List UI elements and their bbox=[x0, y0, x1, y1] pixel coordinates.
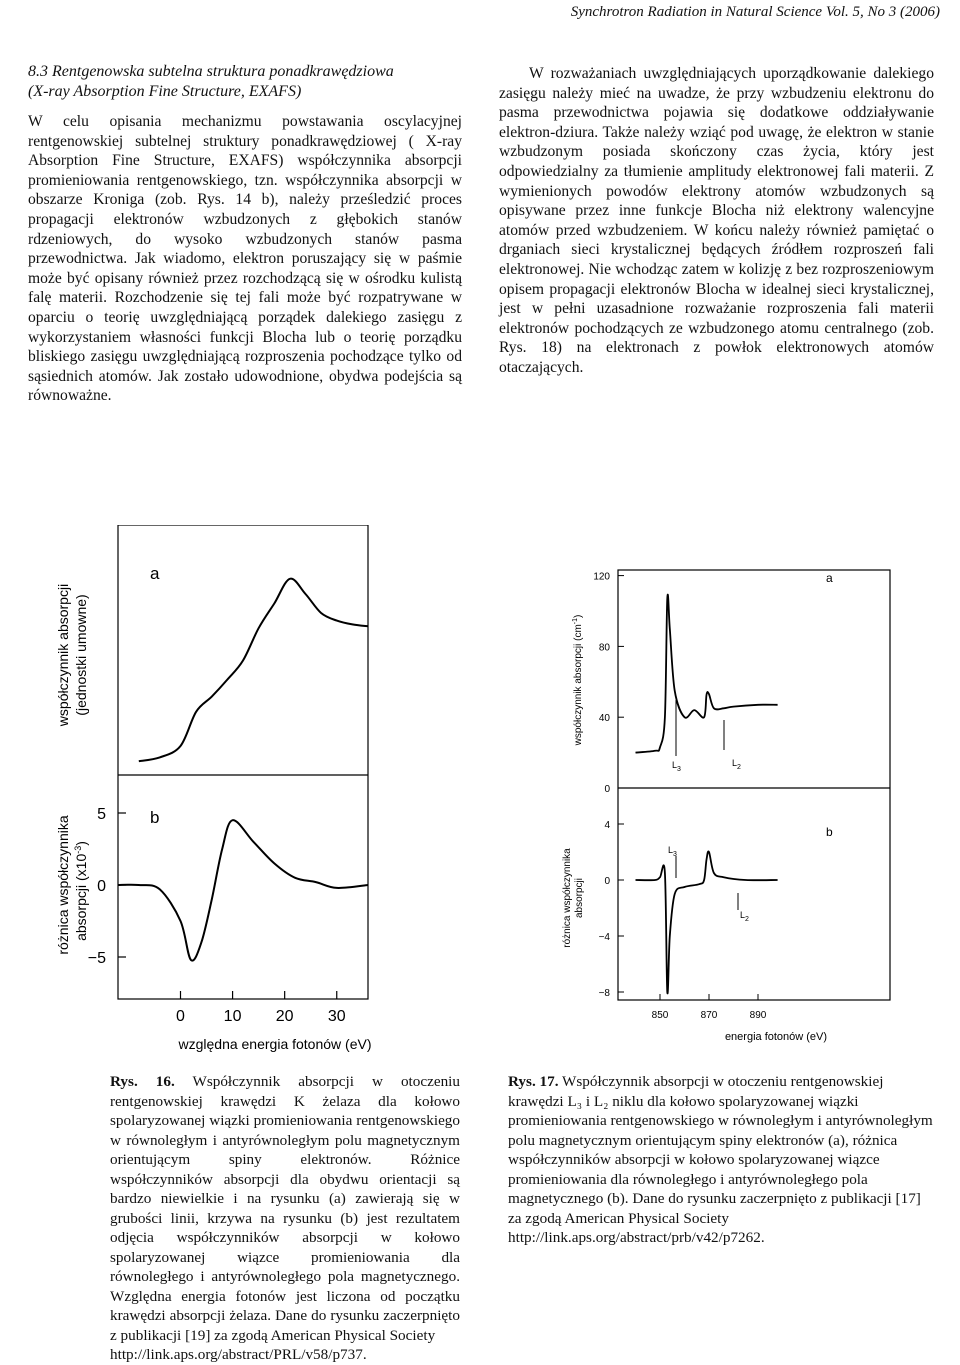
fig17b-point-15 bbox=[777, 879, 778, 880]
fig16-panel-a-label: a bbox=[150, 564, 160, 583]
fig17b-point-10 bbox=[706, 858, 707, 859]
fig16a-point-12 bbox=[336, 620, 337, 621]
fig17a-ytick-label-0: 120 bbox=[593, 571, 610, 583]
section-title-line2: (X-ray Absorption Fine Structure, EXAFS) bbox=[28, 83, 302, 100]
fig17a-point-5 bbox=[669, 628, 670, 629]
caption-16-url[interactable]: http://link.aps.org/abstract/PRL/v58/p737. bbox=[110, 1346, 367, 1363]
fig16b-difference-curve bbox=[118, 820, 368, 960]
fig17b-point-12 bbox=[713, 872, 714, 873]
fig16a-point-1 bbox=[159, 757, 160, 758]
fig17b-point-5 bbox=[669, 935, 670, 936]
fig17b-point-9 bbox=[704, 879, 705, 880]
fig17b-L2-label bbox=[740, 910, 749, 923]
left-column bbox=[28, 62, 462, 406]
fig16b-point-5 bbox=[201, 942, 202, 943]
fig16b-point-14 bbox=[367, 884, 368, 885]
fig17b-point-11 bbox=[708, 851, 709, 852]
fig17b-point-0 bbox=[635, 879, 636, 880]
fig16a-point-4 bbox=[211, 696, 212, 697]
fig16b-point-10 bbox=[274, 863, 275, 864]
fig16b-point-6 bbox=[211, 899, 212, 900]
fig16-ylabel-a-line2: (jednostki umowne) bbox=[73, 594, 89, 716]
fig17a-point-6 bbox=[674, 690, 675, 691]
fig17-xlabel: energia fotonów (eV) bbox=[724, 1031, 828, 1043]
fig16b-point-0 bbox=[117, 884, 118, 885]
fig17-xtick-label-0: 850 bbox=[651, 1010, 669, 1021]
fig17a-point-8 bbox=[694, 710, 695, 711]
fig17-xtick-label-1: 870 bbox=[700, 1010, 718, 1021]
fig17b-point-3 bbox=[664, 872, 665, 873]
journal-header: Synchrotron Radiation in Natural Science Vol. 5, No 3 (2006) bbox=[570, 4, 940, 20]
fig17-ylabel-b-line2: absorpcji bbox=[574, 877, 585, 919]
caption-rys-16 bbox=[110, 1072, 460, 1365]
fig16b-point-3 bbox=[180, 920, 181, 921]
fig17b-L3-letter: L bbox=[668, 845, 674, 855]
fig17-xtick-label-2: 890 bbox=[749, 1010, 767, 1021]
fig17-ylabel-a bbox=[572, 615, 584, 747]
fig16a-point-13 bbox=[352, 624, 353, 625]
fig16a-point-5 bbox=[227, 679, 228, 680]
fig17b-point-8 bbox=[699, 884, 700, 885]
fig17a-point-15 bbox=[757, 704, 758, 705]
fig17a-ytick-label-2: 40 bbox=[598, 713, 610, 725]
fig17-panel-b-label: b bbox=[826, 825, 833, 839]
fig16a-point-2 bbox=[180, 745, 181, 746]
fig17-ylabel-a-main: współczynnik absorpcji (cm bbox=[573, 624, 584, 746]
fig17b-point-1 bbox=[655, 879, 656, 880]
fig17a-point-10 bbox=[706, 694, 707, 695]
fig17a-L3-label bbox=[672, 760, 681, 773]
fig16a-point-8 bbox=[274, 603, 275, 604]
fig17b-ytick-label-0: 4 bbox=[604, 820, 610, 831]
fig16-ylabel-b-line1: różnica współczynnika bbox=[55, 815, 71, 955]
fig16b-point-13 bbox=[336, 887, 337, 888]
fig16b-point-9 bbox=[253, 841, 254, 842]
fig17a-point-4 bbox=[667, 598, 668, 599]
fig17b-point-7 bbox=[684, 886, 685, 887]
right-paragraph: W rozważaniach uwzględniających uporządkowanie dalekiego zasięgu należy mieć na uwadze, że przy wzbudzeniu elektronu do pasma przewodnictwa pojawia się dodatkowe oddziaływanie elektron-dziura. Także należy wziąć pod uwagę, że elektron w stanie wzbudzonym posiada skończony czas życia, który jest odpowiedzialny za tłumienie amplitudy elektronowej fali materii. Z wymienionych powodów elektrony atomów wzbudzonych są opisywane przez inne funkcje Blocha niż elektrony walencyjne atomów przed wzbudzeniem. W końcu należy również pamiętać o drganiach sieci krystalicznej będących źródłem rozproszeń fali elektronowej. Nie wchodząc zatem w kolizję z bez rozproszeniowym opisem propagacji elektronów Blocha w idealnej sieci krystalicznej, jest w pełni uzasadnione rozważanie rozproszenia fali materii elektronów pochodzących ze wzbudzonego atomu centralnego (zob. Rys. 18) na elektronach z powłok elektronowych atomów otaczających. bbox=[499, 65, 934, 376]
fig17a-point-13 bbox=[723, 708, 724, 709]
fig16a-point-3 bbox=[196, 711, 197, 712]
fig16-ytick-label-1: 0 bbox=[97, 878, 106, 895]
fig16-panel-b-label: b bbox=[150, 808, 160, 827]
fig16a-point-9 bbox=[289, 578, 290, 579]
fig17-ylabel-b-line1: różnica współczynnika bbox=[562, 848, 573, 948]
fig17a-point-9 bbox=[704, 717, 705, 718]
fig16b-point-8 bbox=[232, 820, 233, 821]
fig17a-L2-label bbox=[732, 758, 741, 771]
caption-17-text: Współczynnik absorpcji w otoczeniu rentgenowskiej krawędzi L₃ i L₂ niklu dla kołowo spolaryzowanej wiązki promieniowania rentgenowskiego w równoległym i antyrównoległym polu magnetycznym orientującym spiny elektronów (a), różnica współczynników absorpcji w kołowo spolaryzowanej wiązce promieniowania dla równoległego i antyrównoległego pola magnetycznego (b). Dane do rysunku zaczerpnięto z publikacji [17] za zgodą American Physical Society bbox=[508, 1073, 933, 1227]
fig16-ylabel-b-sup: -3 bbox=[73, 845, 83, 854]
fig16-ylabel-b-line2 bbox=[73, 841, 89, 941]
fig16-ylabel-a-line1: współczynnik absorpcji bbox=[55, 583, 71, 727]
fig17b-point-2 bbox=[659, 877, 660, 878]
fig16a-point-14 bbox=[367, 626, 368, 627]
fig16b-point-2 bbox=[159, 889, 160, 890]
fig17a-point-11 bbox=[708, 694, 709, 695]
fig17b-L2-letter: L bbox=[740, 910, 746, 920]
fig17a-ytick-label-3: 0 bbox=[604, 784, 610, 795]
fig17a-point-1 bbox=[655, 750, 656, 751]
fig17b-ytick-label-1: 0 bbox=[604, 876, 610, 887]
fig17a-L2-letter: L bbox=[732, 758, 738, 768]
fig16-ylabel-b-main: absorpcji (x10 bbox=[73, 853, 89, 941]
fig17a-L3-sub: 3 bbox=[677, 766, 681, 773]
fig16-xlabel: względna energia fotonów (eV) bbox=[178, 1036, 372, 1052]
fig17b-point-13 bbox=[723, 877, 724, 878]
fig16-xtick-label-1: 10 bbox=[223, 1008, 242, 1025]
fig17b-point-14 bbox=[745, 879, 746, 880]
fig17b-ytick-label-2: −4 bbox=[598, 932, 610, 943]
left-paragraph: W celu opisania mechanizmu powstawania oscylacyjnej rentgenowskiej subtelnej struktury ponadkrawędziowej ( X-ray Absorption Fine Structure, EXAFS) współczynnika absorpcji promieniowania rentgenowskiego, tzn. współczynnika absorpcji w obszarze Kroniga (zob. Rys. 14 b), należy prześledzić proces propagacji elektronów wzbudzonych z głębokich stanów rdzeniowych, do wysoko wzbudzonych stanów pasma przewodnictwa. Jak wiadomo, elektron poruszający się w paśmie może być opisany również przez rozchodzącą się w ośrodku kulistą falę materii. Rozchodzenie się tej fali może być rozpatrywane w oparciu o teorię uwzględniającą porządek dalekiego zasięgu z wykorzystaniem własności funkcji Blocha lub o teorię porządku bliskiego zasięgu uwzględniającą rozproszenia pochodzące tylko od sąsiednich atomów. Jak zostało udowodnione, obydwa podejścia są równoważne. bbox=[28, 113, 462, 405]
fig16-xtick-label-0: 0 bbox=[176, 1008, 185, 1025]
caption-16-label: Rys. 16. bbox=[110, 1073, 175, 1090]
fig16-xtick-label-3: 30 bbox=[327, 1008, 346, 1025]
fig16a-absorption-curve bbox=[139, 579, 368, 762]
fig17a-point-3 bbox=[664, 717, 665, 718]
fig17a-point-12 bbox=[713, 708, 714, 709]
fig16a-point-11 bbox=[321, 612, 322, 613]
fig17a-point-2 bbox=[659, 747, 660, 748]
fig17-ylabel-a-sup: -1 bbox=[572, 617, 579, 625]
fig16b-point-11 bbox=[294, 877, 295, 878]
caption-17-label: Rys. 17. bbox=[508, 1073, 559, 1090]
caption-17-url[interactable]: http://link.aps.org/abstract/prb/v42/p7262. bbox=[508, 1229, 765, 1246]
figure-17 bbox=[548, 560, 918, 1050]
fig17-ylabel-a-end: ) bbox=[573, 614, 584, 618]
fig17b-L2-sub: 2 bbox=[745, 916, 749, 923]
caption-rys-17 bbox=[508, 1072, 933, 1248]
fig16a-point-6 bbox=[242, 660, 243, 661]
section-title-line1: 8.3 Rentgenowska subtelna struktura ponadkrawędziowa bbox=[28, 63, 394, 80]
fig16-frame bbox=[118, 525, 368, 999]
fig16b-point-4 bbox=[190, 959, 191, 960]
fig17a-point-16 bbox=[777, 704, 778, 705]
fig17-frame bbox=[618, 570, 890, 1000]
fig17b-point-4 bbox=[667, 991, 668, 992]
fig17b-L3-sub: 3 bbox=[673, 851, 677, 858]
fig17b-ytick-label-3: −8 bbox=[598, 988, 610, 999]
caption-16-text: Współczynnik absorpcji w otoczeniu rentgenowskiej krawędzi K żelaza dla kołowo spolaryzowanej wiązki promieniowania rentgenowskiego w równoległym i antyrównoległym polu magnetycznym orientującym spiny elektronów. Różnice współczynników absorpcji dla obydwu orientacji są bardzo niewielkie i na rysunku (a) zawierają się w grubości linii, krzywa na rysunku (b) jest rezultatem odjęcia współczynników absorpcji w kołowo spolaryzowanej wiązce promieniowania dla równoległego i antyrównoległego pola magnetycznego. Względna energia fotonów jest liczona od początku krawędzi absorpcji żelaza. Dane do rysunku zaczerpnięto z publikacji [19] za zgodą American Physical Society bbox=[110, 1073, 460, 1344]
fig17b-L3-label bbox=[668, 845, 677, 858]
fig16b-point-12 bbox=[315, 882, 316, 883]
fig16-xtick-label-2: 20 bbox=[275, 1008, 294, 1025]
fig16b-point-7 bbox=[222, 848, 223, 849]
fig17a-L2-sub: 2 bbox=[737, 764, 741, 771]
fig17b-point-6 bbox=[674, 893, 675, 894]
fig17b-difference-curve bbox=[636, 851, 778, 993]
fig16a-point-10 bbox=[305, 593, 306, 594]
fig16-ytick-label-0: 5 bbox=[97, 806, 106, 823]
fig17a-point-0 bbox=[635, 752, 636, 753]
fig17a-ytick-label-1: 80 bbox=[598, 642, 610, 654]
fig16a-point-0 bbox=[138, 761, 139, 762]
fig17a-point-14 bbox=[733, 706, 734, 707]
fig17-panel-a-label: a bbox=[826, 571, 833, 585]
section-title bbox=[28, 62, 462, 102]
fig16-ylabel-b-end: ) bbox=[73, 841, 89, 846]
fig17a-absorption-curve bbox=[636, 595, 778, 753]
fig16-ytick-label-2: −5 bbox=[87, 950, 106, 967]
fig17a-L3-letter: L bbox=[672, 760, 678, 770]
figure-16 bbox=[30, 525, 430, 1060]
fig16b-point-1 bbox=[138, 884, 139, 885]
fig16a-point-7 bbox=[258, 628, 259, 629]
fig17a-point-7 bbox=[684, 717, 685, 718]
right-column bbox=[499, 64, 934, 378]
